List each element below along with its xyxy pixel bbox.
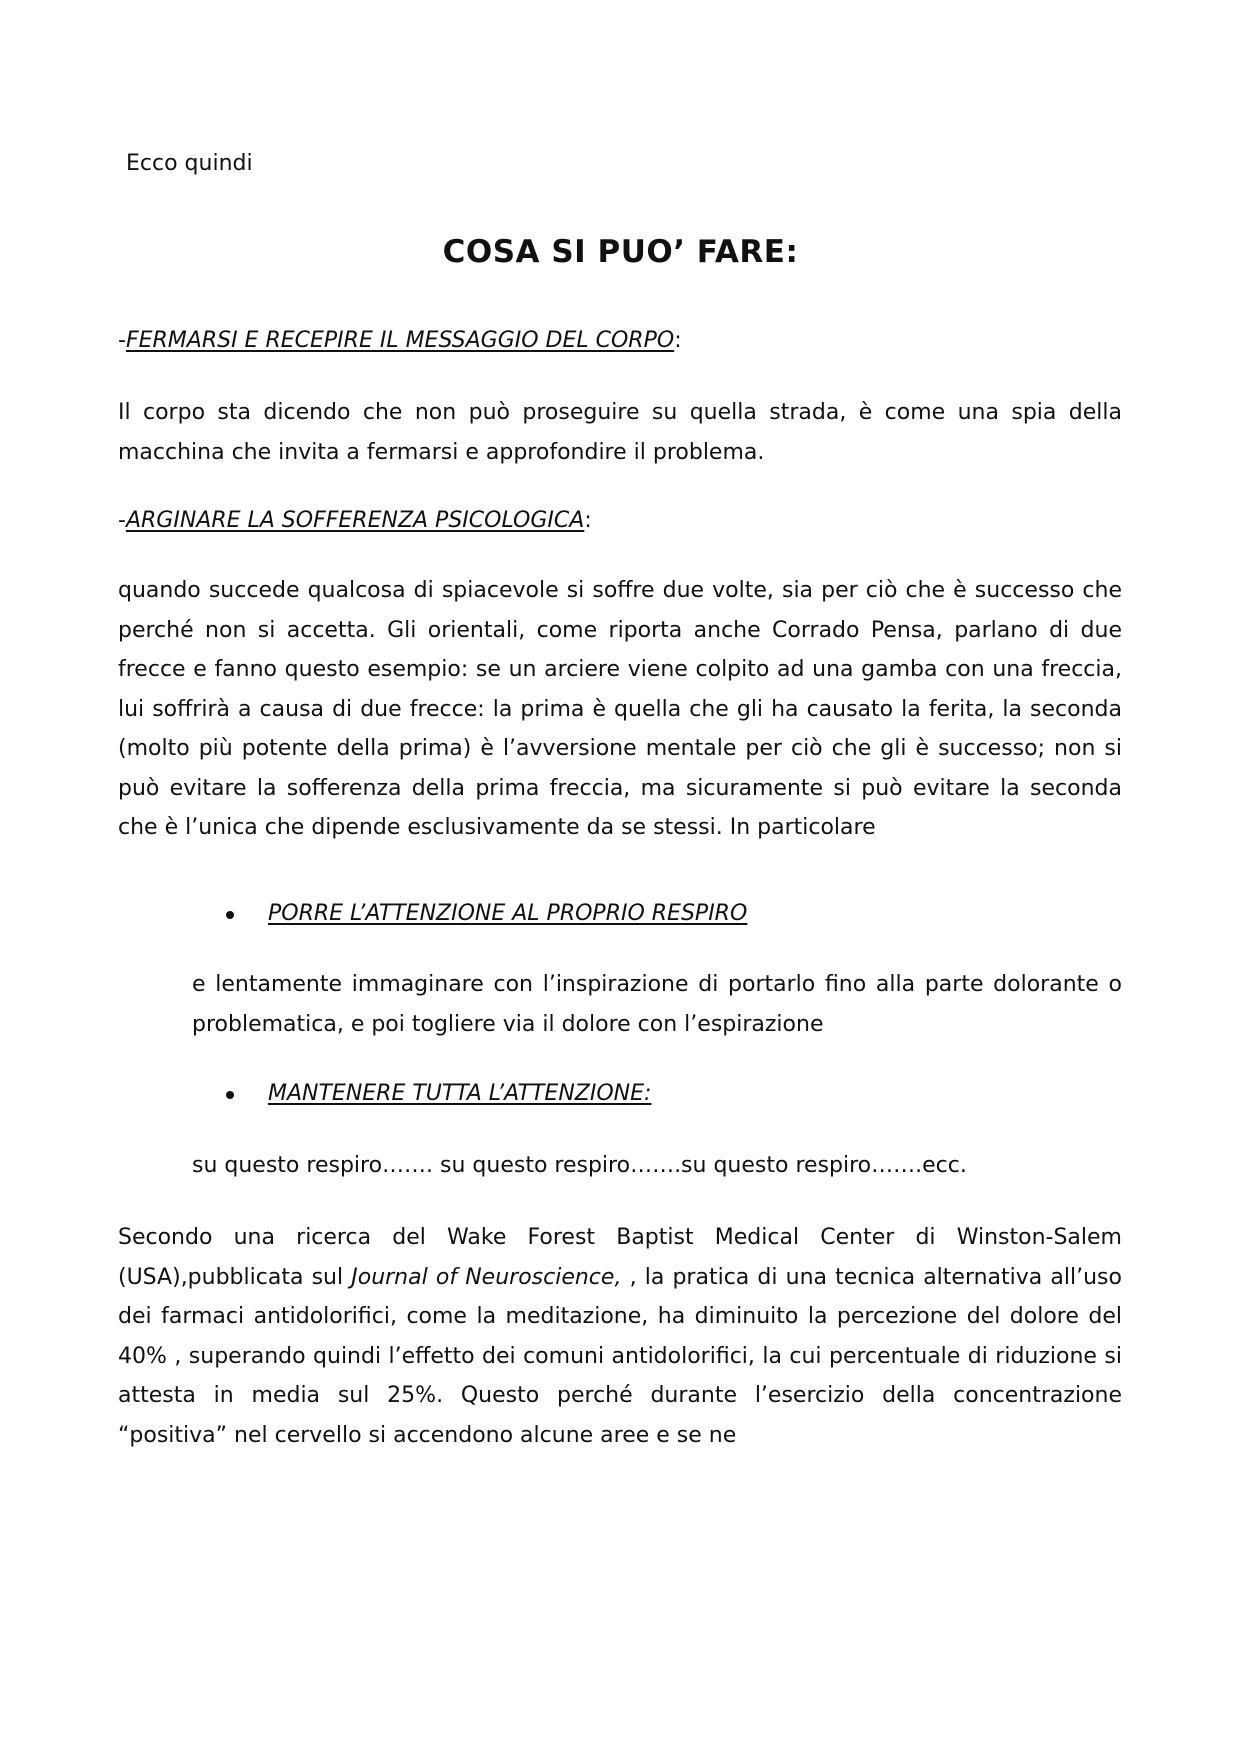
- paragraph-respiro: su questo respiro……. su questo respiro…….su questo respiro…….ecc.: [192, 1153, 967, 1178]
- bullet-text: MANTENERE TUTTA L’ATTENZIONE:: [268, 1081, 652, 1106]
- bullet-dot-icon: [226, 1091, 234, 1099]
- intro-text: Ecco quindi: [126, 151, 253, 176]
- bullet-dot-icon: [226, 911, 234, 919]
- paragraph-sofferenza: quando succede qualcosa di spiacevole si soffre due volte, sia per ciò che è successo che perché non si accetta. Gli orientali, come riporta anche Corrado Pensa, parlano di due frecce e fanno questo esempio: se un arciere viene colpito ad una gamba con una freccia, lui soffrirà a causa di due frecce: la prima è quella che gli ha causato la ferita, la seconda (molto più potente della prima) è l’avversione mentale per ciò che gli è successo; non si può evitare la sofferenza della prima freccia, ma sicuramente si può evitare la seconda che è l’unica che dipende esclusivamente da se stessi. In particolare: [118, 578, 1122, 840]
- section-heading-arginare: [118, 507, 592, 535]
- section-heading-fermarsi: [118, 327, 682, 355]
- journal-name: Journal of Neuroscience,: [351, 1264, 622, 1290]
- paragraph-ricerca: [118, 1218, 1122, 1455]
- heading-suffix: :: [674, 328, 682, 353]
- page-title: COSA SI PUO’ FARE:: [442, 234, 799, 270]
- paragraph-inspirazione: e lentamente immaginare con l’inspirazione di portarlo fino alla parte dolorante o problematica, e poi togliere via il dolore con l’espirazione: [192, 972, 1122, 1037]
- heading-prefix: -: [118, 508, 126, 533]
- ricerca-text-after: , la pratica di una tecnica alternativa all’uso dei farmaci antidolorifici, come la meditazione, ha diminuito la percezione del dolore del 40% , superando quindi l’effetto dei comuni antidolorifici, la cui percentuale di riduzione si attesta in media sul 25%. Questo perché durante l’esercizio della concentrazione “positiva” nel cervello si accendono alcune aree e se ne: [118, 1264, 1122, 1448]
- ricerca-text-before: Secondo una ricerca del Wake Forest Baptist Medical Center di Winston-Salem (USA),pubblicata sul: [118, 1225, 1122, 1290]
- heading-text: FERMARSI E RECEPIRE IL MESSAGGIO DEL CORPO: [125, 328, 675, 353]
- paragraph-corpo: Il corpo sta dicendo che non può proseguire su quella strada, è come una spia della macchina che invita a fermarsi e approfondire il problema.: [118, 400, 1122, 465]
- heading-prefix: -: [118, 328, 126, 353]
- bullet-text: PORRE L’ATTENZIONE AL PROPRIO RESPIRO: [268, 901, 748, 926]
- heading-text: ARGINARE LA SOFFERENZA PSICOLOGICA: [125, 508, 585, 533]
- heading-suffix: :: [584, 508, 592, 533]
